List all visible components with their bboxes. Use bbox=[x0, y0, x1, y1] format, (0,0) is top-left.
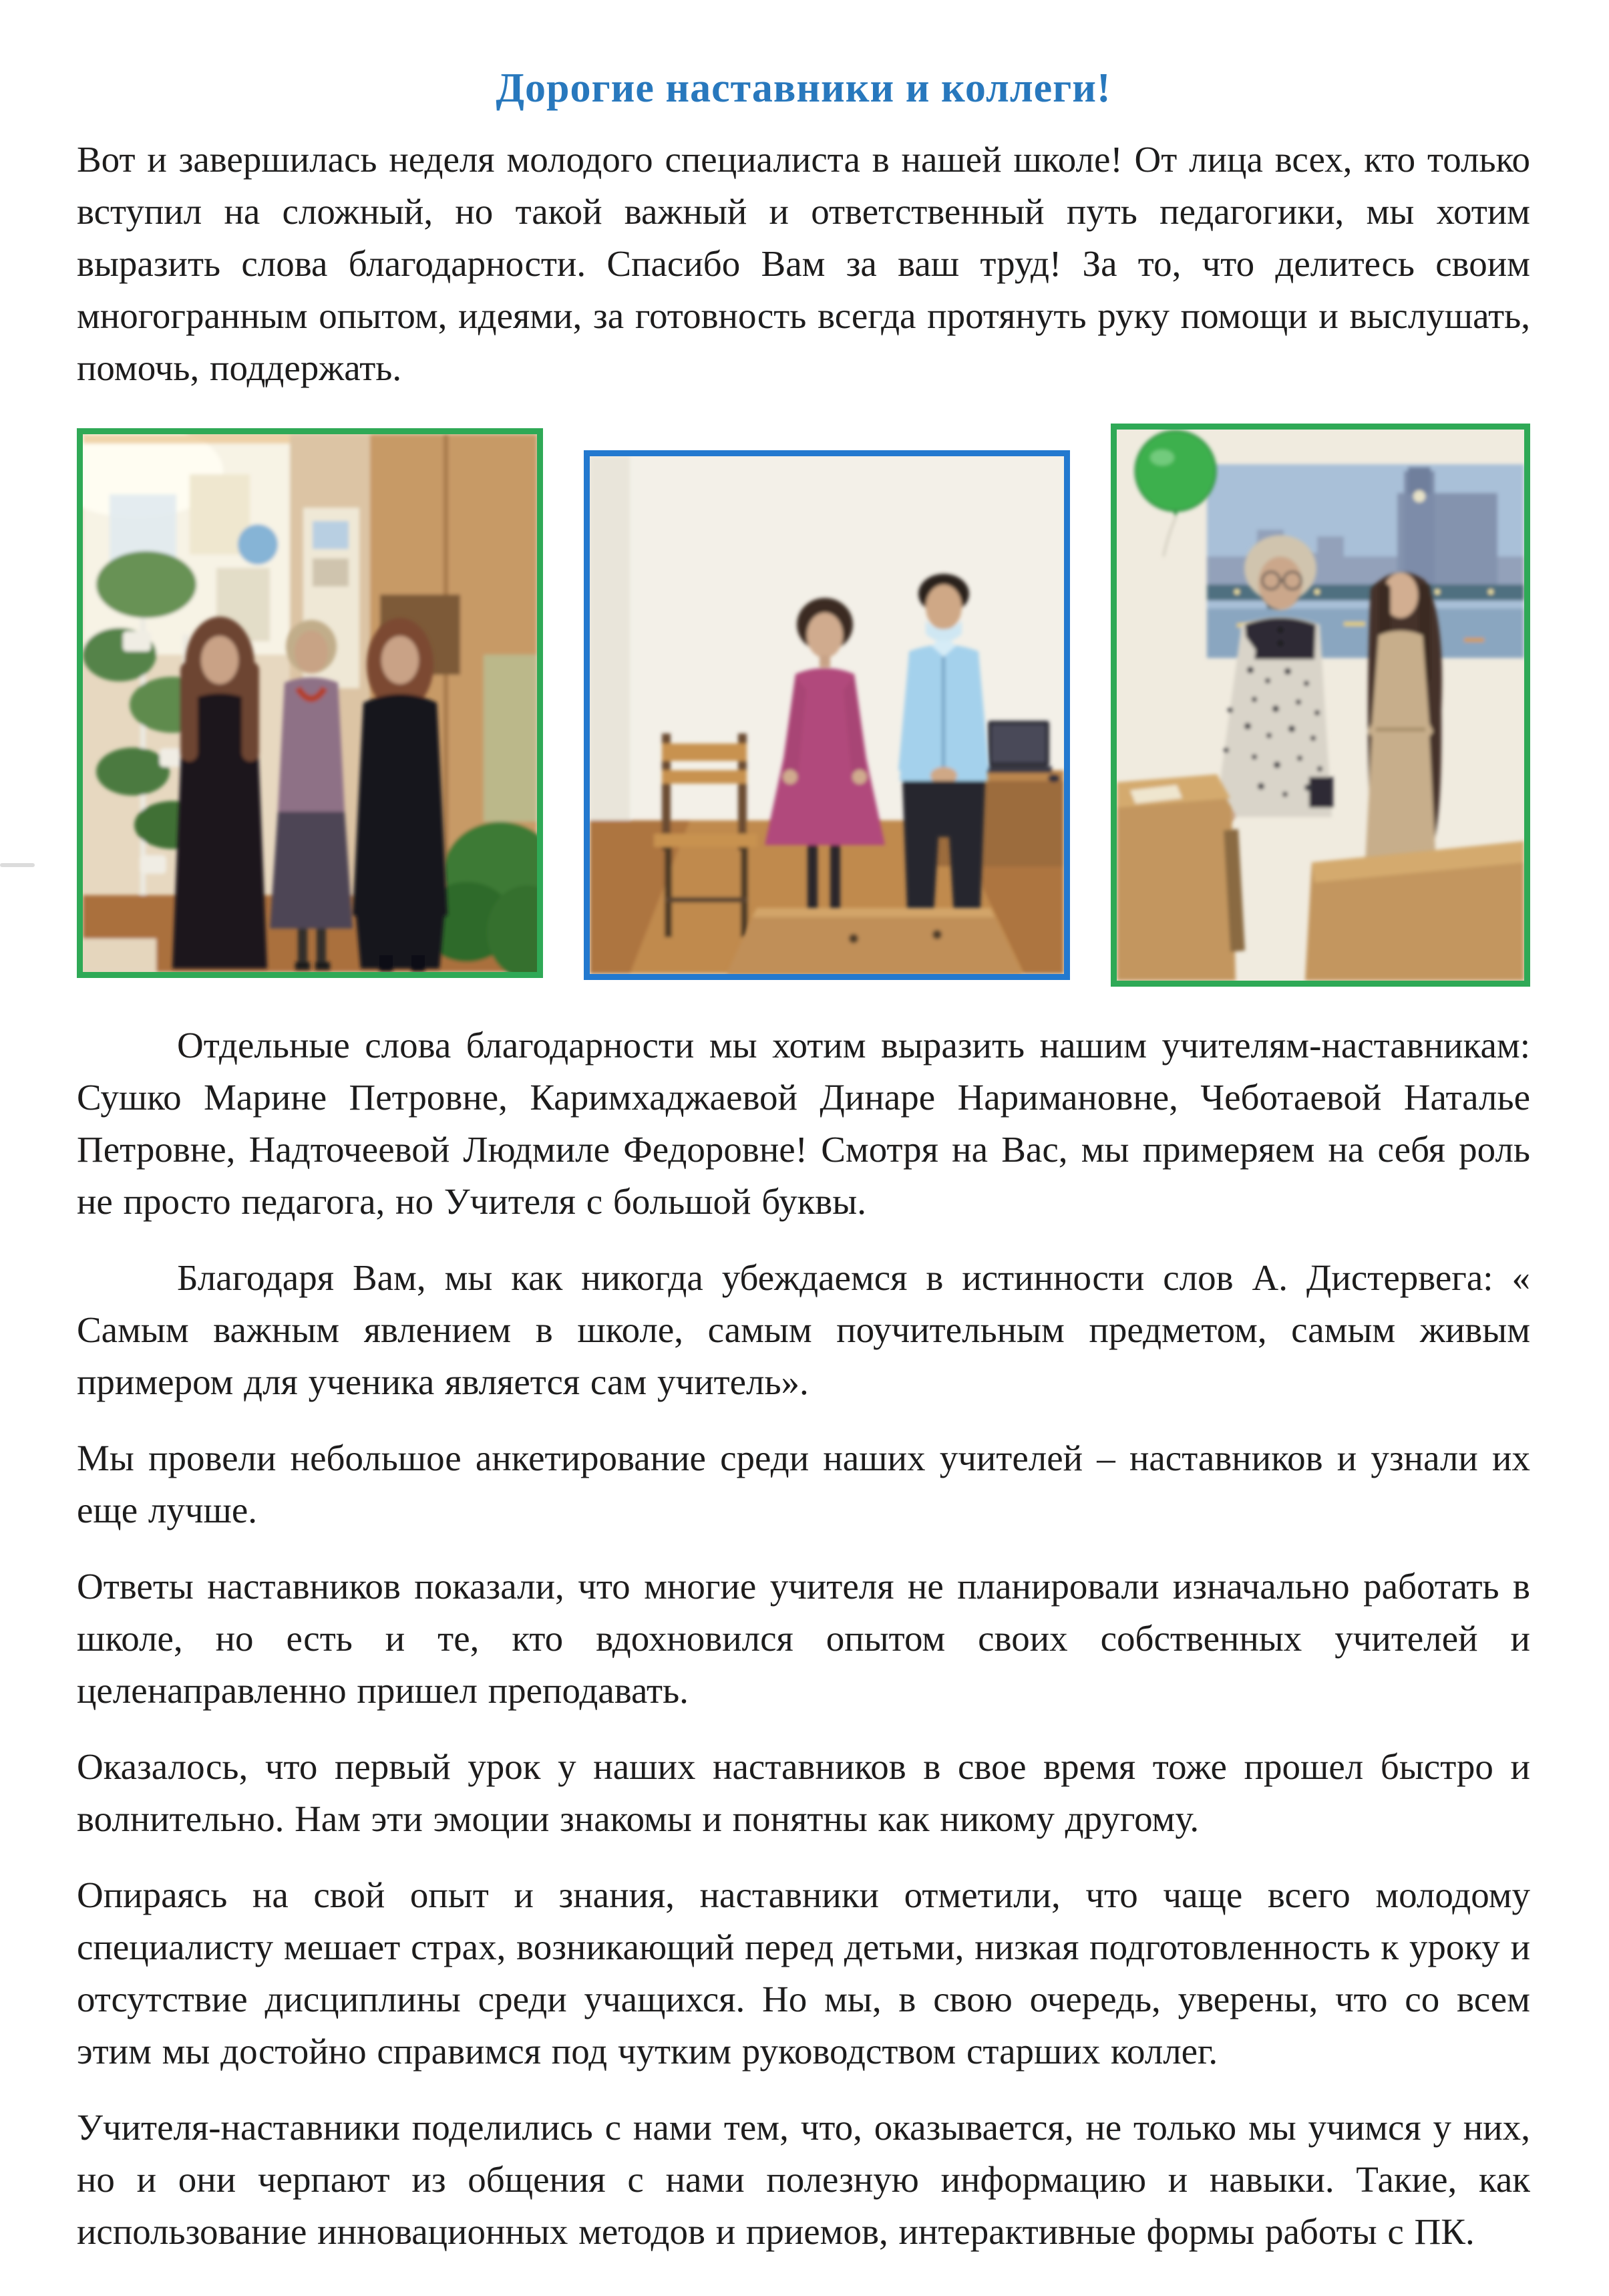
photo-three-mentors-image bbox=[83, 434, 537, 972]
photo-three-mentors bbox=[77, 428, 543, 978]
photo-computer-class bbox=[584, 450, 1070, 980]
paragraph-mentor-names: Отдельные слова благодарности мы хотим выразить нашим учителям-наставникам: Сушко Марине Петровне, Каримхаджаевой Динаре Наримановне, Чеботаевой Наталье Петровне, Надточеевой Людмиле Федоровне! Смотря на Вас, мы примеряем на себя роль не просто педагога, но Учителя с большой буквы. bbox=[77, 1025, 1530, 1222]
paragraph-fears: Опираясь на свой опыт и знания, наставники отметили, что чаще всего молодому специалисту мешает страх, возникающий перед детьми, низкая подготовленность к уроку и отсутствие дисциплины среди учащихся. Но мы, в свою очередь, уверены, что со всем этим мы достойно справимся под чутким руководством старших коллег. bbox=[77, 1874, 1530, 2072]
paragraph-mutual-learning: Учителя-наставники поделились с нами тем, что, оказывается, не только мы учимся у них, но и они черпают из общения с нами полезную информацию и навыки. Такие, как использование инновационных методов и приемов, интерактивные формы работы с ПК. bbox=[77, 2107, 1530, 2252]
page-title: Дорогие наставники и коллеги! bbox=[496, 65, 1111, 111]
scan-artifact bbox=[0, 863, 35, 867]
photo-row bbox=[77, 418, 1530, 993]
photo-computer-class-image bbox=[590, 456, 1064, 974]
photo-london-poster bbox=[1111, 424, 1530, 987]
paragraph-first-lesson: Оказалось, что первый урок у наших наставников в свое время тоже прошел быстро и волнительно. Нам эти эмоции знакомы и понятны как никому другому. bbox=[77, 1746, 1530, 1839]
paragraph-answers: Ответы наставников показали, что многие учителя не планировали изначально работать в школе, но есть и те, кто вдохновился опытом своих собственных учителей и целенаправленно пришел преподавать. bbox=[77, 1566, 1530, 1711]
paragraph-diesterweg-quote: Благодаря Вам, мы как никогда убеждаемся в истинности слов А. Дистервега: « Самым важным явлением в школе, самым поучительным предметом, самым живым примером для ученика является сам учитель». bbox=[77, 1257, 1530, 1402]
three-people bbox=[172, 617, 448, 971]
photo-london-poster-image bbox=[1117, 430, 1524, 981]
front-desk bbox=[727, 908, 1023, 974]
paragraph-survey: Мы провели небольшое анкетирование среди наших учителей – наставников и узнали их еще лучше. bbox=[77, 1438, 1530, 1530]
paragraph-intro: Вот и завершилась неделя молодого специалиста в нашей школе! От лица всех, кто только вступил на сложный, но такой важный и ответственный путь педагогики, мы хотим выразить слова благодарности. Спасибо Вам за ваш труд! За то, что делитесь своим многогранным опытом, идеями, за готовность всегда протянуть руку помощи и выслушать, помочь, поддержать. bbox=[77, 139, 1530, 388]
